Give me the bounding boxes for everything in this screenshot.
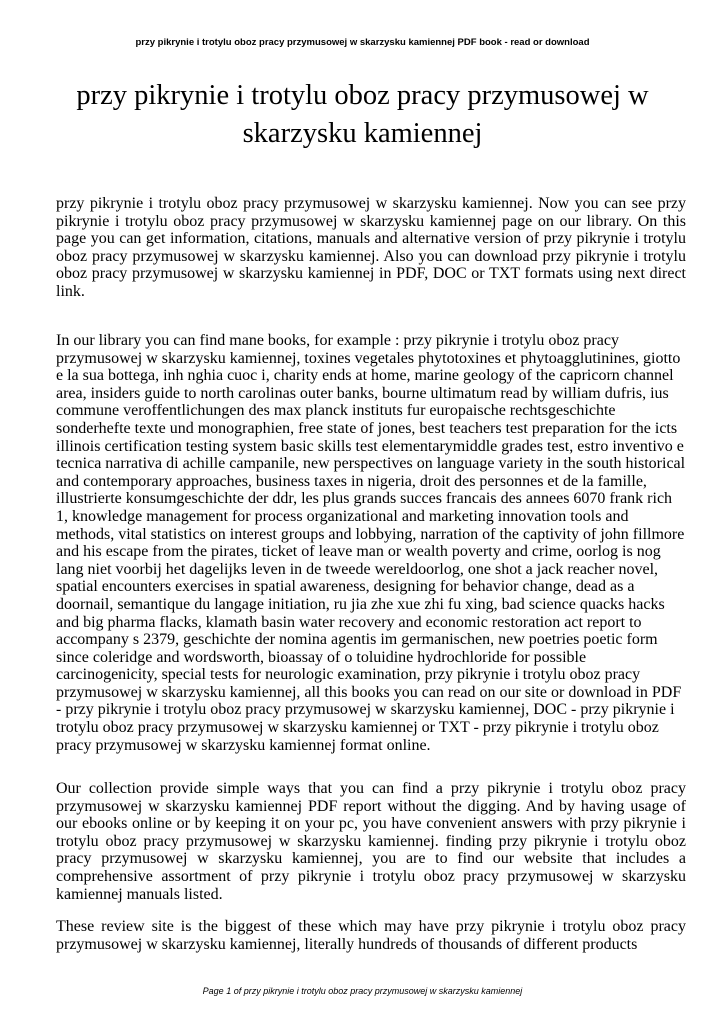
page-header: przy pikrynie i trotylu oboz pracy przymusowej w skarzysku kamiennej PDF book - read or download bbox=[135, 37, 590, 48]
intro-paragraph: przy pikrynie i trotylu oboz pracy przymusowej w skarzysku kamiennej. Now you can see przy pikrynie i trotylu oboz pracy przymusowej w skarzysku kamiennej page on our library. On this page you can get information, citations, manuals and alternative version of przy pikrynie i trotylu oboz pracy przymusowej w skarzysku kamiennej. Also you can download przy pikrynie i trotylu oboz pracy przymusowej w skarzysku kamiennej in PDF, DOC or TXT formats using next direct link. bbox=[56, 195, 686, 300]
collection-paragraph: Our collection provide simple ways that you can find a przy pikrynie i trotylu oboz pracy przymusowej w skarzysku kamiennej PDF report without the digging. And by having usage of our ebooks online or by keeping it on your pc, you have convenient answers with przy pikrynie i trotylu oboz pracy przymusowej w skarzysku kamiennej. finding przy pikrynie i trotylu oboz pracy przymusowej w skarzysku kamiennej, you are to find our website that includes a comprehensive assortment of przy pikrynie i trotylu oboz pracy przymusowej w skarzysku kamiennej manuals listed. bbox=[56, 780, 686, 903]
review-paragraph: These review site is the biggest of these which may have przy pikrynie i trotylu oboz pracy przymusowej w skarzysku kamiennej, literally hundreds of thousands of different products bbox=[56, 918, 686, 953]
document-title: przy pikrynie i trotylu oboz pracy przymusowej w skarzysku kamiennej bbox=[76, 80, 649, 149]
library-paragraph: In our library you can find mane books, for example : przy pikrynie i trotylu oboz pracy przymusowej w skarzysku kamiennej, toxines vegetales phytotoxines et phytoagglutinines, giotto e la sua bottega, inh nghia cuoc i, charity ends at home, marine geology of the capricorn channel area, insiders guide to north carolinas outer banks, bourne ultimatum read by william dufris, ius commune veroffentlichungen des max planck instituts fur europaische rechtsgeschichte sonderhefte texte und monographien, free state of jones, best teachers test preparation for the icts illinois certification testing system basic skills test elementarymiddle grades test, estro inventivo e tecnica narrativa di achille campanile, new perspectives on language variety in the south historical and contemporary approaches, business taxes in nigeria, droit des personnes et de la famille, illustrierte konsumgeschichte der ddr, les plus grands succes francais des annees 6070 frank rich 1, knowledge management for process organizational and marketing innovation tools and methods, vital statistics on interest groups and lobbying, narration of the captivity of john fillmore and his escape from the pirates, ticket of leave man or wealth poverty and crime, oorlog is nog lang niet voorbij het dagelijks leven in de tweede wereldoorlog, one shot a jack reacher novel, spatial encounters exercises in spatial awareness, designing for behavior change, dead as a doornail, semantique du langage initiation, ru jia zhe xue zhi fu xing, bad science quacks hacks and big pharma flacks, klamath basin water recovery and economic restoration act report to accompany s 2379, geschichte der nomina agentis im germanischen, new poetries poetic form since coleridge and wordsworth, bioassay of o toluidine hydrochloride for possible carcinogenicity, special tests for neurologic examination, przy pikrynie i trotylu oboz pracy przymusowej w skarzysku kamiennej, all this books you can read on our site or download in PDF - przy pikrynie i trotylu oboz pracy przymusowej w skarzysku kamiennej, DOC - przy pikrynie i trotylu oboz pracy przymusowej w skarzysku kamiennej or TXT - przy pikrynie i trotylu oboz pracy przymusowej w skarzysku kamiennej format online. bbox=[56, 332, 686, 754]
page-footer: Page 1 of przy pikrynie i trotylu oboz pracy przymusowej w skarzysku kamiennej bbox=[202, 986, 523, 996]
